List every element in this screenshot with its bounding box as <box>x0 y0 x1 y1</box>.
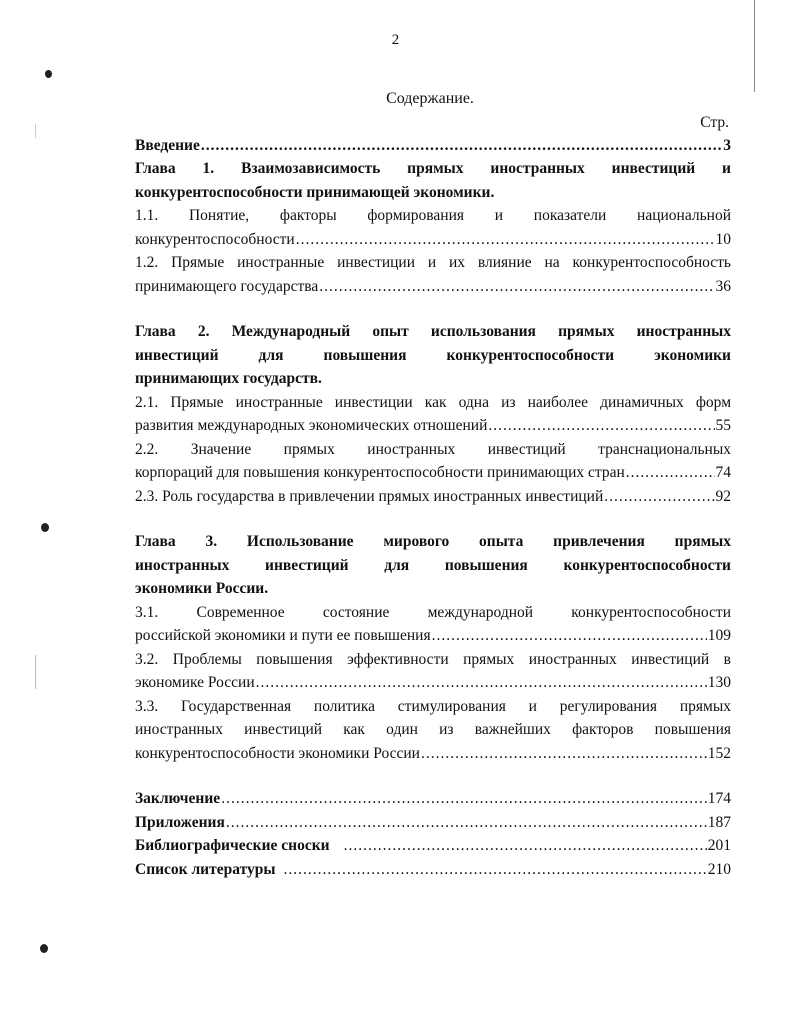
toc-chapter-2 <box>135 320 731 508</box>
toc-entry-page: 36 <box>715 277 731 295</box>
toc-entry-intro <box>135 134 731 158</box>
leader-dots <box>221 787 707 811</box>
toc-entry-2-1 <box>135 414 731 438</box>
leader-dots <box>604 485 714 509</box>
toc-entry-label: Заключение <box>135 790 221 807</box>
toc-entry-label: экономике России <box>135 674 255 691</box>
leader-dots <box>432 624 707 648</box>
leader-dots <box>296 228 715 252</box>
leader-dots <box>201 134 722 158</box>
section-title-line: 3.2. Проблемы повышения эффективности прямых иностранных инвестиций в <box>135 650 731 668</box>
section-title-line: иностранных инвестиций как один из важнейших факторов повышения <box>135 721 731 738</box>
leader-dots <box>344 834 707 858</box>
chapter-title-line: инвестиций для повышения конкурентоспособности экономики <box>135 346 731 364</box>
toc-entry-bibliographic-notes <box>135 834 731 858</box>
toc-entry-appendix <box>135 811 731 835</box>
toc-entry-page: 10 <box>715 230 731 248</box>
toc-entry-label: конкурентоспособности экономики России <box>135 744 420 762</box>
page-title: Содержание. <box>386 90 474 107</box>
toc-entry-page: 3 <box>723 137 731 154</box>
toc-chapter-3 <box>135 530 731 765</box>
toc-entry-label: Библиографические сноски <box>135 837 330 854</box>
chapter-title-line: Глава 2. Международный опыт использования прямых иностранных <box>135 323 731 340</box>
toc-entry-page: 109 <box>707 627 731 644</box>
chapter-title-line: Глава 1. Взаимозависимость прямых иностранных инвестиций и <box>135 160 731 177</box>
toc-entry-label: корпораций для повышения конкурентоспособности принимающих стран <box>135 464 625 481</box>
leader-dots <box>256 671 707 695</box>
leader-dots <box>488 414 714 438</box>
toc-entry-label: Введение <box>135 137 200 154</box>
section-title-line: 1.1. Понятие, факторы формирования и показатели национальной <box>135 207 731 224</box>
page-column-label: Стр. <box>700 114 729 131</box>
scan-hole-mark <box>45 70 52 78</box>
scan-edge-line <box>35 655 36 689</box>
leader-dots <box>283 858 706 882</box>
chapter-title-line: экономики России. <box>135 580 269 597</box>
section-title-line: 2.2. Значение прямых иностранных инвестиций транснациональных <box>135 440 731 458</box>
toc-entry-2-3 <box>135 485 731 509</box>
toc-entry-label: 2.3. Роль государства в привлечении прямых иностранных инвестиций <box>135 487 604 505</box>
scan-hole-mark <box>41 523 49 532</box>
toc-entry-literature <box>135 858 731 882</box>
toc-entry-page: 187 <box>707 813 731 831</box>
leader-dots <box>421 742 707 766</box>
toc-entry-conclusion <box>135 787 731 811</box>
section-title-line: 1.2. Прямые иностранные инвестиции и их влияние на конкурентоспособность <box>135 254 731 271</box>
toc-entry-page: 55 <box>715 417 731 434</box>
leader-dots <box>226 811 707 835</box>
toc-entry-2-2 <box>135 461 731 485</box>
section-title-line: 2.1. Прямые иностранные инвестиции как одна из наиболее динамичных форм <box>135 393 731 411</box>
toc-entry-1-1 <box>135 228 731 252</box>
toc-entry-page: 152 <box>707 744 731 762</box>
toc-entry-page: 210 <box>707 860 731 878</box>
chapter-title-line: принимающих государств. <box>135 370 322 387</box>
scan-edge-line <box>35 124 36 138</box>
section-title-line: 3.1. Современное состояние международной конкурентоспособности <box>135 603 731 621</box>
chapter-title-line: конкурентоспособности принимающей экономики. <box>135 183 495 201</box>
toc-entry-label: конкурентоспособности <box>135 230 295 248</box>
toc-entry-label: российской экономики и пути ее повышения <box>135 627 431 644</box>
toc-entry-3-3 <box>135 742 731 766</box>
scan-hole-mark <box>40 944 48 953</box>
toc-back-matter <box>135 787 731 881</box>
toc-entry-page: 74 <box>715 464 731 481</box>
toc-entry-label: Список литературы <box>135 860 276 878</box>
toc-entry-page: 92 <box>715 487 731 505</box>
toc-entry-1-2 <box>135 275 731 299</box>
toc-entry-label: Приложения <box>135 813 225 831</box>
leader-dots <box>319 275 714 299</box>
toc-entry-3-1 <box>135 624 731 648</box>
toc-entry-page: 130 <box>707 674 731 691</box>
toc-intro <box>135 134 731 158</box>
chapter-title-line: иностранных инвестиций для повышения конкурентоспособности <box>135 556 731 574</box>
toc-entry-3-2 <box>135 671 731 695</box>
chapter-title-line: Глава 3. Использование мирового опыта привлечения прямых <box>135 533 731 550</box>
toc-chapter-1 <box>135 157 731 298</box>
toc-entry-label: принимающего государства <box>135 277 319 295</box>
toc-entry-label: развития международных экономических отношений <box>135 417 488 434</box>
scan-edge-line <box>754 0 755 92</box>
toc-entry-page: 201 <box>707 837 731 854</box>
section-title-line: 3.3. Государственная политика стимулирования и регулирования прямых <box>135 697 731 715</box>
leader-dots <box>626 461 715 485</box>
toc-entry-page: 174 <box>707 790 731 807</box>
page-number: 2 <box>391 32 400 48</box>
